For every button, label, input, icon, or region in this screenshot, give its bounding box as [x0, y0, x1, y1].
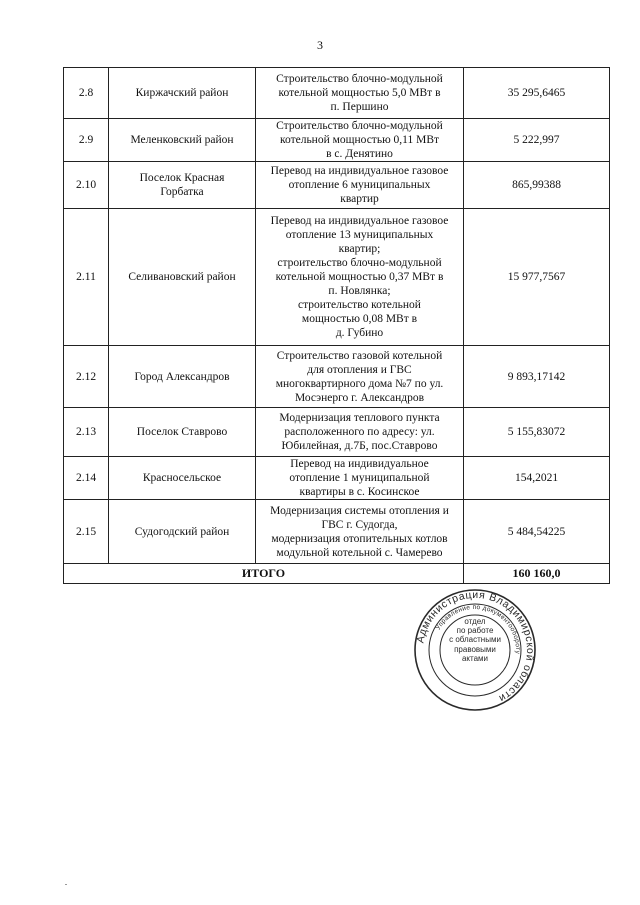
- work-description: Модернизация теплового пункта расположенного по адресу: ул. Юбилейная, д.7Б, пос.Ставрово: [256, 408, 464, 457]
- page-number: 3: [317, 38, 323, 52]
- table-row: [64, 346, 610, 408]
- table-row: [64, 162, 610, 209]
- row-number: 2.9: [64, 119, 109, 162]
- row-number: 2.10: [64, 162, 109, 209]
- funding-amount: 5 222,997: [464, 119, 610, 162]
- work-description: Перевод на индивидуальное отопление 1 муниципальной квартиры в с. Косинское: [256, 457, 464, 500]
- table-row: [64, 457, 610, 500]
- funding-amount: 5 484,54225: [464, 500, 610, 564]
- funding-amount: 154,2021: [464, 457, 610, 500]
- work-description: Строительство блочно-модульной котельной мощностью 0,11 МВт в с. Денятино: [256, 119, 464, 162]
- municipality-name: Поселок Ставрово: [109, 408, 256, 457]
- stamp-center-text: отдел по работе с областными правовыми актами: [449, 617, 501, 663]
- stamp-outer-text: Администрация Владимирской области: [414, 588, 537, 705]
- table-row: [64, 500, 610, 564]
- municipality-name: Судогодский район: [109, 500, 256, 564]
- work-description: Перевод на индивидуальное газовое отопление 6 муниципальных квартир: [256, 162, 464, 209]
- funding-amount: 35 295,6465: [464, 68, 610, 119]
- municipality-name: Город Александров: [109, 346, 256, 408]
- work-description: Перевод на индивидуальное газовое отопление 13 муниципальных квартир; строительство блочно-модульной котельной мощностью 0,37 МВт в п. Новлянка; строительство котельной мощностью 0,08 МВт в д. Губино: [256, 209, 464, 346]
- municipality-name: Красносельское: [109, 457, 256, 500]
- work-description: Строительство блочно-модульной котельной мощностью 5,0 МВт в п. Першино: [256, 68, 464, 119]
- total-label: ИТОГО: [64, 564, 464, 584]
- municipality-name: Киржачский район: [109, 68, 256, 119]
- work-description: Модернизация системы отопления и ГВС г. Судогда, модернизация отопительных котлов модульной котельной с. Чамерево: [256, 500, 464, 564]
- table-row: [64, 68, 610, 119]
- funding-amount: 15 977,7567: [464, 209, 610, 346]
- total-amount: 160 160,0: [464, 564, 610, 584]
- total-row: [64, 564, 610, 584]
- row-number: 2.13: [64, 408, 109, 457]
- row-number: 2.15: [64, 500, 109, 564]
- funding-amount: 9 893,17142: [464, 346, 610, 408]
- row-number: 2.14: [64, 457, 109, 500]
- row-number: 2.11: [64, 209, 109, 346]
- official-stamp: [412, 587, 538, 713]
- funding-amount: 5 155,83072: [464, 408, 610, 457]
- table-row: [64, 119, 610, 162]
- municipality-name: Селивановский район: [109, 209, 256, 346]
- works-table: [63, 67, 610, 584]
- work-description: Строительство газовой котельной для отопления и ГВС многоквартирного дома №7 по ул. Мосэнерго г. Александров: [256, 346, 464, 408]
- row-number: 2.8: [64, 68, 109, 119]
- funding-amount: 865,99388: [464, 162, 610, 209]
- scan-mark: [65, 884, 67, 885]
- table-row: [64, 209, 610, 346]
- row-number: 2.12: [64, 346, 109, 408]
- municipality-name: Меленковский район: [109, 119, 256, 162]
- table-row: [64, 408, 610, 457]
- stamp-inner-text: Управление по документообороту: [434, 603, 522, 655]
- municipality-name: Поселок Красная Горбатка: [109, 162, 256, 209]
